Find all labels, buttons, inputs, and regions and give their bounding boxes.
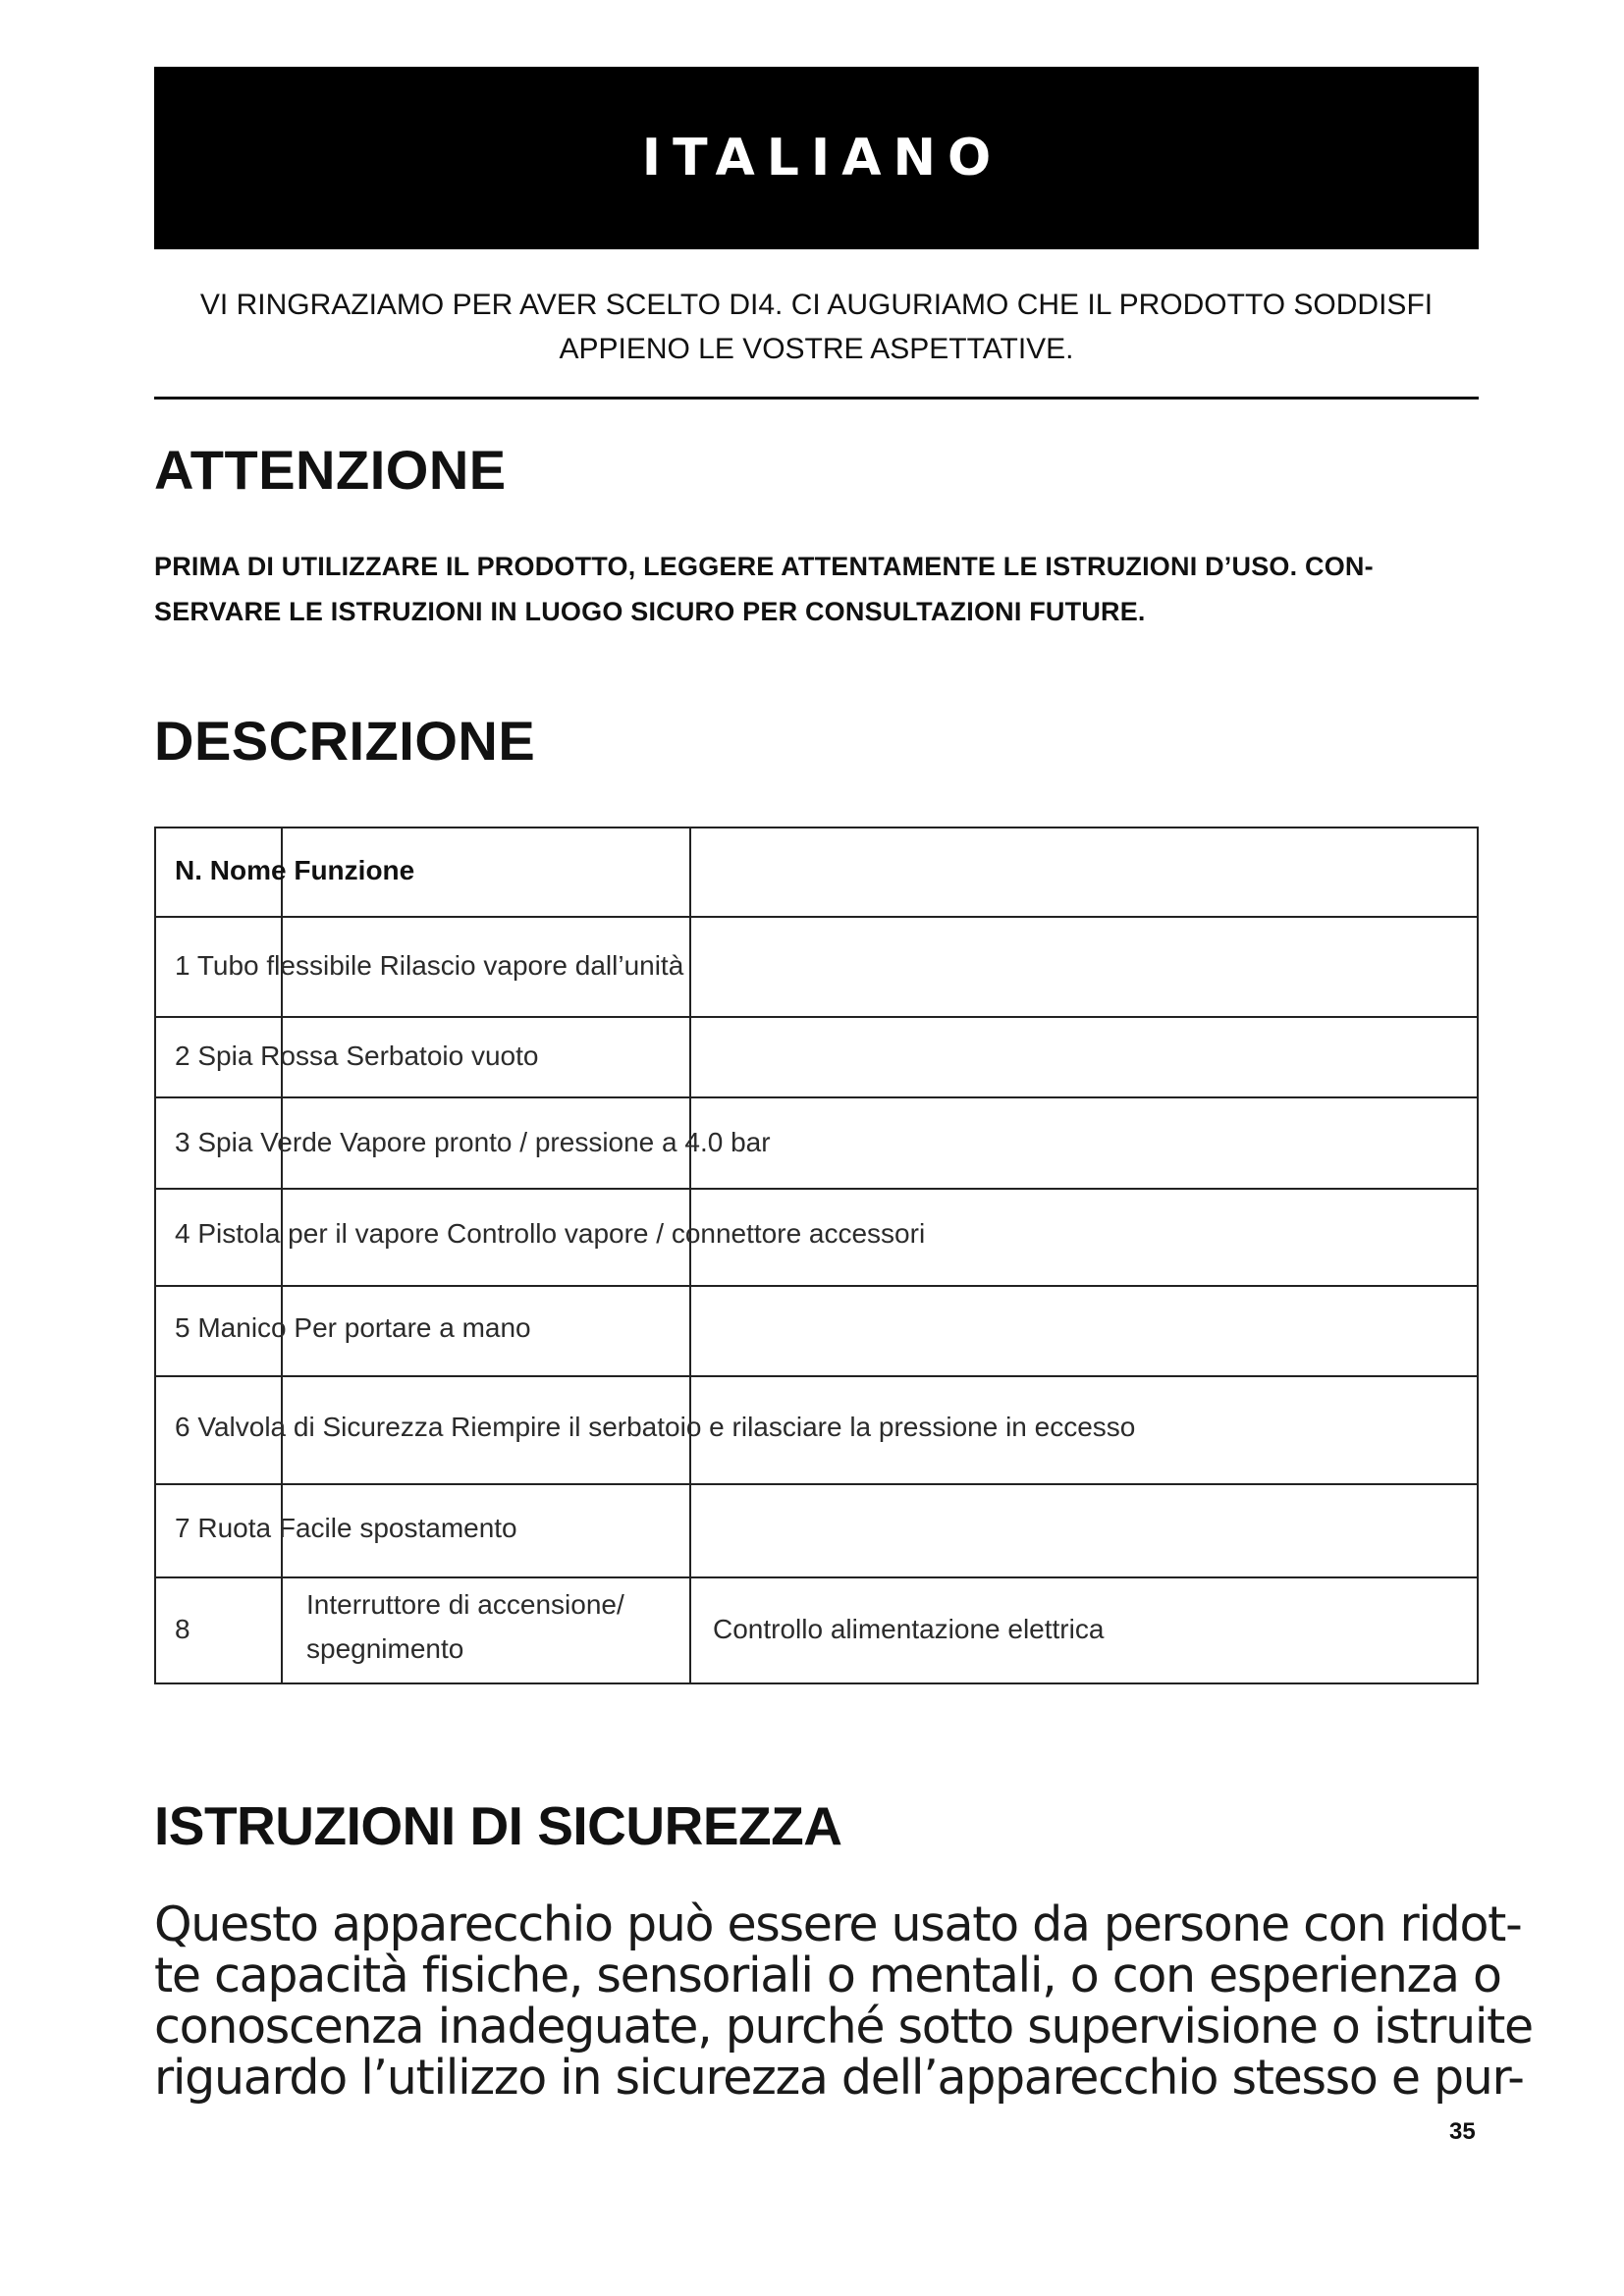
- table-column-divider: [689, 828, 691, 1682]
- description-heading: DESCRIZIONE: [154, 710, 536, 772]
- divider: [154, 397, 1479, 400]
- thank-you-line: APPIENO LE VOSTRE ASPETTATIVE.: [559, 333, 1074, 365]
- table-row-divider: [156, 1375, 1477, 1377]
- table-row-divider: [156, 1096, 1477, 1098]
- safety-line: conoscenza inadeguate, purché sotto supervisione o istruite: [154, 1999, 1533, 2055]
- language-banner: [154, 67, 1479, 249]
- table-header: N. Nome Funzione: [175, 855, 415, 885]
- table-row: 3 Spia Verde Vapore pronto / pressione a 4.0 bar: [175, 1127, 771, 1157]
- table-row-name: spegnimento: [306, 1633, 464, 1664]
- table-row: 5 Manico Per portare a mano: [175, 1312, 531, 1343]
- table-row-number: 8: [175, 1614, 190, 1644]
- table-row-divider: [156, 916, 1477, 918]
- description-table: [154, 827, 1479, 1684]
- attention-line: PRIMA DI UTILIZZARE IL PRODOTTO, LEGGERE ATTENTAMENTE LE ISTRUZIONI D’USO. CON-: [154, 552, 1374, 581]
- table-row: 2 Spia Rossa Serbatoio vuoto: [175, 1041, 539, 1071]
- safety-line: Questo apparecchio può essere usato da persone con ridot-: [154, 1896, 1522, 1952]
- thank-you-note: [154, 283, 1479, 371]
- table-row: 4 Pistola per il vapore Controllo vapore / connettore accessori: [175, 1218, 926, 1249]
- attention-line: SERVARE LE ISTRUZIONI IN LUOGO SICURO PER CONSULTAZIONI FUTURE.: [154, 597, 1146, 626]
- table-row: 6 Valvola di Sicurezza Riempire il serbatoio e rilasciare la pressione in eccesso: [175, 1412, 1136, 1442]
- attention-text: [154, 544, 1479, 634]
- table-row-divider: [156, 1285, 1477, 1287]
- table-row: 7 Ruota Facile spostamento: [175, 1513, 517, 1543]
- table-row-name: Interruttore di accensione/: [306, 1589, 624, 1620]
- table-row-divider: [156, 1016, 1477, 1018]
- table-row-divider: [156, 1188, 1477, 1190]
- page-number: 35: [1449, 2118, 1476, 2145]
- table-row-function: Controllo alimentazione elettrica: [713, 1614, 1105, 1644]
- safety-paragraph: [154, 1896, 1533, 2106]
- language-title: ITALIANO: [641, 129, 1003, 187]
- attention-heading: ATTENZIONE: [154, 439, 507, 501]
- safety-line: riguardo l’utilizzo in sicurezza dell’apparecchio stesso e pur-: [154, 2050, 1524, 2106]
- table-row-divider: [156, 1483, 1477, 1485]
- safety-heading: ISTRUZIONI DI SICUREZZA: [154, 1795, 842, 1856]
- table-row-divider: [156, 1576, 1477, 1578]
- safety-line: te capacità fisiche, sensoriali o mentali, o con esperienza o: [154, 1948, 1501, 2003]
- thank-you-line: VI RINGRAZIAMO PER AVER SCELTO DI4. CI AUGURIAMO CHE IL PRODOTTO SODDISFI: [199, 289, 1434, 321]
- table-row: 1 Tubo flessibile Rilascio vapore dall’unità: [175, 950, 684, 981]
